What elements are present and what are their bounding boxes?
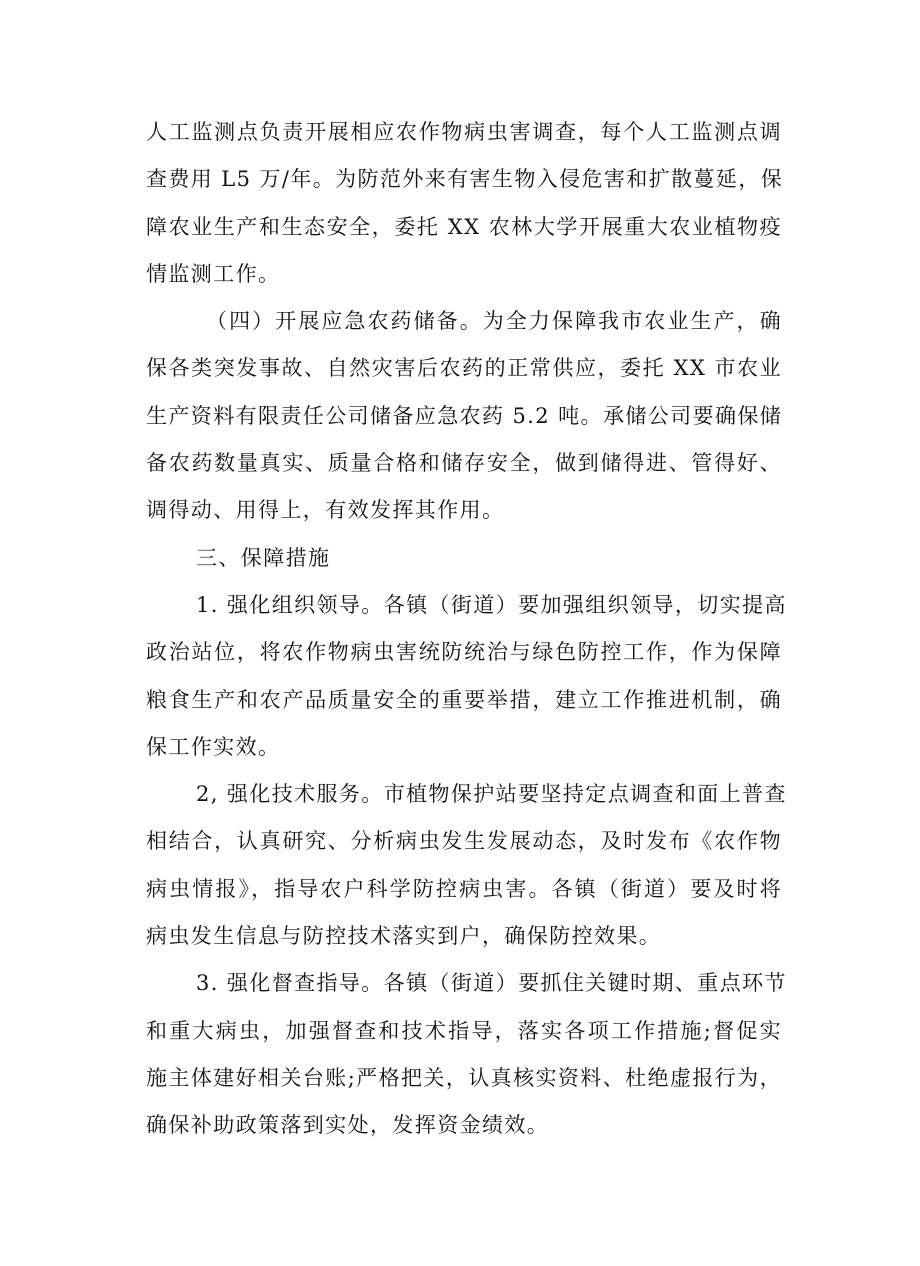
text-line: 和重大病虫，加强督查和技术指导，落实各项工作措施;督促实 (146, 1018, 782, 1043)
text-line: 粮食生产和农产品质量安全的重要举措，建立工作推进机制，确 (146, 687, 782, 712)
text-line: 保工作实效。 (146, 734, 281, 759)
text-line: 调得动、用得上，有效发挥其作用。 (146, 498, 505, 523)
text-line: 政治站位，将农作物病虫害统防统治与绿色防控工作，作为保障 (146, 640, 782, 665)
text-line: 3. 强化督查指导。各镇（街道）要抓住关键时期、重点环节 (196, 971, 787, 996)
paragraph-pesticide-reserve (146, 298, 782, 534)
text-line: 病虫发生信息与防控技术落实到户，确保防控效果。 (146, 924, 662, 949)
text-line: 障农业生产和生态安全，委托 XX 农林大学开展重大农业植物疫 (146, 214, 782, 239)
text-line: 保各类突发事故、自然灾害后农药的正常供应，委托 XX 市农业 (146, 356, 782, 381)
text-line: 1. 强化组织领导。各镇（街道）要加强组织领导，切实提高 (196, 592, 787, 617)
text-line: 施主体建好相关台账;严格把关，认真核实资料、杜绝虚报行为， (146, 1065, 782, 1090)
text-line: 查费用 L5 万/年。为防范外来有害生物入侵危害和扩散蔓延，保 (146, 167, 784, 192)
text-line: 生产资料有限责任公司储备应急农药 5.2 吨。承储公司要确保储 (146, 403, 783, 428)
document-body (146, 109, 787, 1150)
paragraph-organization (146, 582, 787, 771)
text-line: 人工监测点负责开展相应农作物病虫害调查，每个人工监测点调 (146, 120, 782, 144)
text-line: 相结合，认真研究、分析病虫发生发展动态，及时发布《农作物 (146, 829, 782, 854)
section-heading: 三、保障措施 (196, 545, 331, 570)
text-line: 备农药数量真实、质量合格和储存安全，做到储得进、管得好、 (146, 451, 782, 476)
text-line: 确保补助政策落到实处，发挥资金绩效。 (146, 1113, 550, 1138)
paragraph-monitoring (146, 109, 782, 298)
paragraph-supervision (146, 960, 787, 1149)
section-heading-safeguards (146, 535, 782, 582)
text-line: 2, 强化技术服务。市植物保护站要坚持定点调查和面上普查 (196, 782, 787, 807)
text-line: （四）开展应急农药储备。为全力保障我市农业生产，确 (206, 309, 782, 334)
paragraph-technical-service (146, 771, 787, 960)
text-line: 病虫情报》，指导农户科学防控病虫害。各镇（街道）要及时将 (146, 876, 782, 901)
text-line: 情监测工作。 (146, 261, 281, 286)
